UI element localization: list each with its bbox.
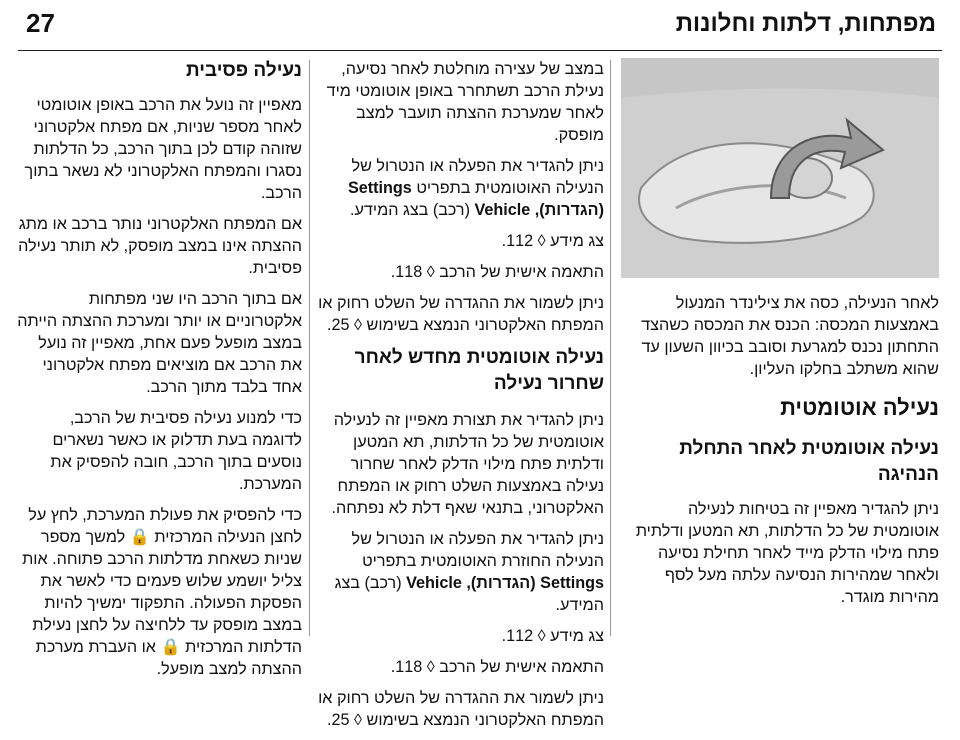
paragraph: אם בתוך הרכב היו שני מפתחות אלקטרוניים או יותר ומערכת ההצתה הייתה במצב מופעל פעם אחת, מאפיין זה נועל את הרכב אם מוציאים מפתח אלקטרוני אחד בלבד מתוך הרכב.: [17, 290, 302, 396]
settings-hebrew: (הגדרות),: [466, 574, 536, 592]
section-heading: נעילה אוטומטית: [780, 395, 939, 420]
column-divider: [309, 60, 310, 636]
page-number: 27: [26, 8, 55, 38]
text: (רכב) בצג המידע.: [334, 574, 604, 614]
paragraph: כדי להפסיק את פעולת המערכת, לחץ על לחצן הנעילה המרכזית 🔒 למשך מספר שניות כשאחת מדלתות הרכב פתוחה. אות צליל יושמע שלוש פעמים כדי לאשר את הפסקת הפעולה. התפקוד ימשיך להיות במצב מופסק עד ללחיצה על לחצן נעילת הדלתות המרכזית 🔒 או העברת מערכת ההצתה למצב מופעל.: [22, 506, 302, 678]
cross-reference: התאמה אישית של הרכב ◊ 118.: [390, 658, 604, 676]
vehicle-label: Vehicle: [406, 574, 462, 592]
column-middle: [316, 58, 604, 740]
settings-hebrew: (הגדרות),: [534, 201, 604, 219]
menu-path-paragraph: [316, 528, 604, 616]
paragraph: ניתן להגדיר מאפיין זה בטיחות לנעילה אוטומטית של כל הדלתות, תא המטען ודלתית פתח מילוי הדלק מייד לאחר תחילת נסיעה ולאחר שמהירות הנסיעה עלתה מעל לסף מהירות מוגדר.: [635, 500, 939, 606]
text: ניתן להגדיר את הפעלה או הנטרול של הנעילה האוטומטית בתפריט: [351, 157, 604, 197]
column-right: [621, 58, 939, 617]
vehicle-label: Vehicle: [474, 201, 531, 219]
menu-path-paragraph: [316, 155, 604, 221]
cross-reference: התאמה אישית של הרכב ◊ 118.: [390, 263, 604, 281]
settings-label: Settings: [347, 179, 412, 197]
door-handle-drawing: [621, 58, 939, 278]
text: (רכב) בצג המידע.: [350, 201, 470, 219]
page-header: [18, 6, 942, 46]
cross-reference: צג מידע ◊ 112.: [501, 232, 604, 250]
text: ניתן להגדיר את הפעלה או הנטרול של הנעילה החוזרת האוטומטית בתפריט: [351, 530, 604, 570]
subsection-heading: נעילה אוטומטית לאחר התחלת הנהיגה: [679, 438, 939, 485]
cross-reference: צג מידע ◊ 112.: [501, 627, 604, 645]
section-heading: נעילה פסיבית: [185, 60, 302, 81]
paragraph: ניתן להגדיר את תצורת מאפיין זה לנעילה אוטומטית של כל הדלתות, תא המטען ודלתית פתח מילוי הדלק לאחר שחרור נעילה באמצעות השלט רחוק או המפתח האלקטרוני, בתנאי שאף דלת לא נפתחה.: [331, 411, 604, 517]
settings-label: Settings: [540, 574, 604, 592]
paragraph: במצב של עצירה מוחלטת לאחר נסיעה, נעילת הרכב תשתחרר באופן אוטומטי מיד לאחר שמערכת ההצתה תועבר למצב מופסק.: [326, 60, 604, 144]
paragraph: אם המפתח האלקטרוני נותר ברכב או מתג ההצתה אינו במצב מופסק, לא תותר נעילה פסיבית.: [18, 215, 302, 277]
paragraph: ניתן לשמור את ההגדרה של השלט רחוק או המפתח האלקטרוני הנמצא בשימוש ◊ 25.: [318, 689, 604, 729]
column-divider: [610, 60, 611, 636]
paragraph: כדי למנוע נעילה פסיבית של הרכב, לדוגמה בעת תדלוק או כאשר נשארים נוסעים בתוך הרכב, חובה להפסיק את המערכת.: [50, 409, 302, 493]
paragraph: לאחר הנעילה, כסה את צילינדר המנעול באמצעות המכסה: הכנס את המכסה כשהצד התחתון נכנס למגרעת וסובב בכיוון השעון עד שהוא משתלב בחלקו העליון.: [641, 294, 939, 378]
column-left: [16, 58, 302, 689]
paragraph: מאפיין זה נועל את הרכב באופן אוטומטי לאחר מספר שניות, אם מפתח אלקטרוני שזוהה קודם לכן בתוך הרכב, כל הדלתות נסגרו והמפתח האלקטרוני לא נשאר בתוך הרכב.: [24, 96, 302, 202]
section-heading: נעילה אוטומטית מחדש לאחר שחרור נעילה: [354, 347, 604, 394]
header-rule: [18, 50, 942, 51]
paragraph: ניתן לשמור את ההגדרה של השלט רחוק או המפתח האלקטרוני הנמצא בשימוש ◊ 25.: [318, 294, 604, 334]
door-handle-illustration: [621, 58, 939, 278]
page-title: מפתחות, דלתות וחלונות: [675, 10, 936, 37]
